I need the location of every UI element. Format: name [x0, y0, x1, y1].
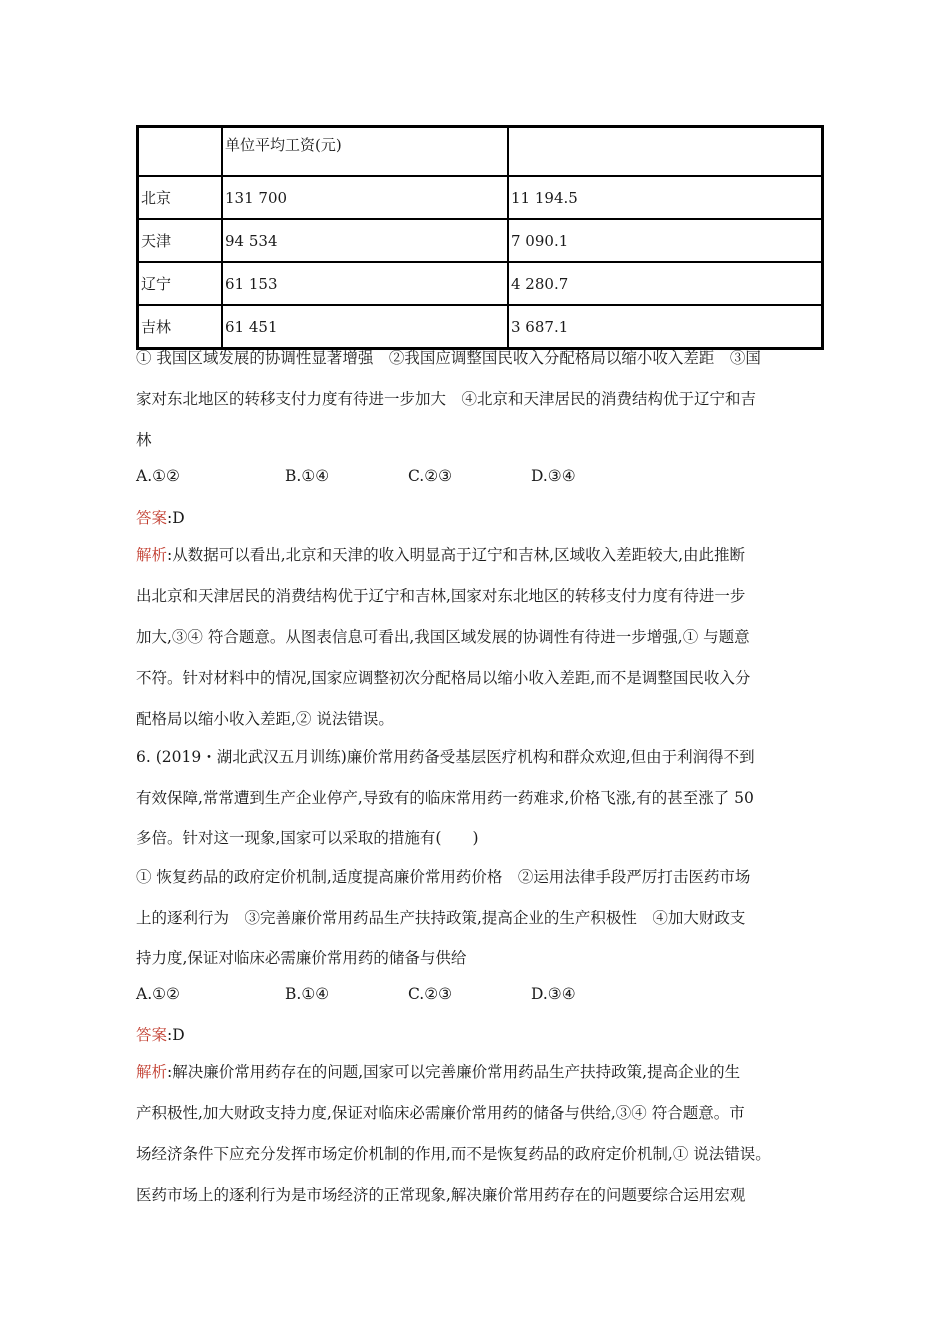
table-header-row	[138, 127, 823, 177]
q5-analysis-line: 配格局以缩小收入差距,② 说法错误。	[136, 710, 394, 728]
q6-statement-line: ① 恢复药品的政府定价机制,适度提高廉价常用药价格 ②运用法律手段严厉打击医药市场	[136, 868, 751, 886]
table-cell: 北京	[138, 176, 223, 219]
wage-table	[136, 125, 824, 350]
table-cell: 天津	[138, 219, 223, 262]
analysis-label: 解析	[136, 1063, 168, 1081]
table-cell: 4 280.7	[508, 262, 823, 305]
table-cell: 单位平均工资(元)	[222, 127, 508, 177]
analysis-text: :解决廉价常用药存在的问题,国家可以完善廉价常用药品生产扶持政策,提高企业的生	[167, 1063, 741, 1081]
option-a: A.①②	[136, 985, 180, 1003]
q6-question-line: 多倍。针对这一现象,国家可以采取的措施有( )	[136, 829, 479, 847]
q6-question-line: 有效保障,常常遭到生产企业停产,导致有的临床常用药一药难求,价格飞涨,有的甚至涨了 50	[136, 789, 754, 807]
option-b: B.①④	[285, 985, 330, 1003]
table-cell: 3 687.1	[508, 305, 823, 349]
option-d: D.③④	[531, 985, 576, 1003]
q5-analysis-line: 不符。针对材料中的情况,国家应调整初次分配格局以缩小收入差距,而不是调整国民收入分	[136, 669, 751, 687]
answer-value: :D	[167, 509, 185, 527]
table-cell: 11 194.5	[508, 176, 823, 219]
table-row	[138, 305, 823, 349]
q6-analysis-line: 场经济条件下应充分发挥市场定价机制的作用,而不是恢复药品的政府定价机制,① 说法错误。	[136, 1145, 771, 1163]
q6-statement-line: 上的逐利行为 ③完善廉价常用药品生产扶持政策,提高企业的生产积极性 ④加大财政支	[136, 909, 746, 927]
q5-statement-line: ① 我国区域发展的协调性显著增强 ②我国应调整国民收入分配格局以缩小收入差距 ③国	[136, 349, 761, 367]
q6-analysis-line	[136, 1060, 740, 1082]
q6-analysis-line: 医药市场上的逐利行为是市场经济的正常现象,解决廉价常用药存在的问题要综合运用宏观	[136, 1186, 746, 1204]
table-cell: 61 451	[222, 305, 508, 349]
table-cell: 61 153	[222, 262, 508, 305]
q6-analysis-line: 产积极性,加大财政支持力度,保证对临床必需廉价常用药的储备与供给,③④ 符合题意。市	[136, 1104, 745, 1122]
table-row	[138, 219, 823, 262]
option-b: B.①④	[285, 467, 330, 485]
table-cell	[508, 127, 823, 177]
q5-analysis-line	[136, 543, 745, 565]
q5-statement-line: 家对东北地区的转移支付力度有待进一步加大 ④北京和天津居民的消费结构优于辽宁和吉	[136, 390, 757, 408]
table-cell	[138, 127, 223, 177]
table-cell: 辽宁	[138, 262, 223, 305]
q5-statement-line: 林	[136, 431, 152, 449]
q6-statement-line: 持力度,保证对临床必需廉价常用药的储备与供给	[136, 949, 467, 967]
table-cell: 吉林	[138, 305, 223, 349]
option-d: D.③④	[531, 467, 576, 485]
option-c: C.②③	[408, 985, 453, 1003]
table-cell: 7 090.1	[508, 219, 823, 262]
answer-label: 答案	[136, 1026, 168, 1044]
table-cell: 131 700	[222, 176, 508, 219]
q6-answer	[136, 1023, 185, 1045]
q6-question-line: 6. (2019・湖北武汉五月训练)廉价常用药备受基层医疗机构和群众欢迎,但由于利润得不到	[136, 748, 755, 766]
table-row	[138, 176, 823, 219]
answer-value: :D	[167, 1026, 185, 1044]
analysis-label: 解析	[136, 546, 168, 564]
table-row	[138, 262, 823, 305]
table-cell: 94 534	[222, 219, 508, 262]
q5-analysis-line: 加大,③④ 符合题意。从图表信息可看出,我国区域发展的协调性有待进一步增强,① 与题意	[136, 628, 750, 646]
analysis-text: :从数据可以看出,北京和天津的收入明显高于辽宁和吉林,区域收入差距较大,由此推断	[167, 546, 746, 564]
option-c: C.②③	[408, 467, 453, 485]
q5-answer	[136, 506, 185, 528]
option-a: A.①②	[136, 467, 180, 485]
q5-analysis-line: 出北京和天津居民的消费结构优于辽宁和吉林,国家对东北地区的转移支付力度有待进一步	[136, 587, 746, 605]
answer-label: 答案	[136, 509, 168, 527]
